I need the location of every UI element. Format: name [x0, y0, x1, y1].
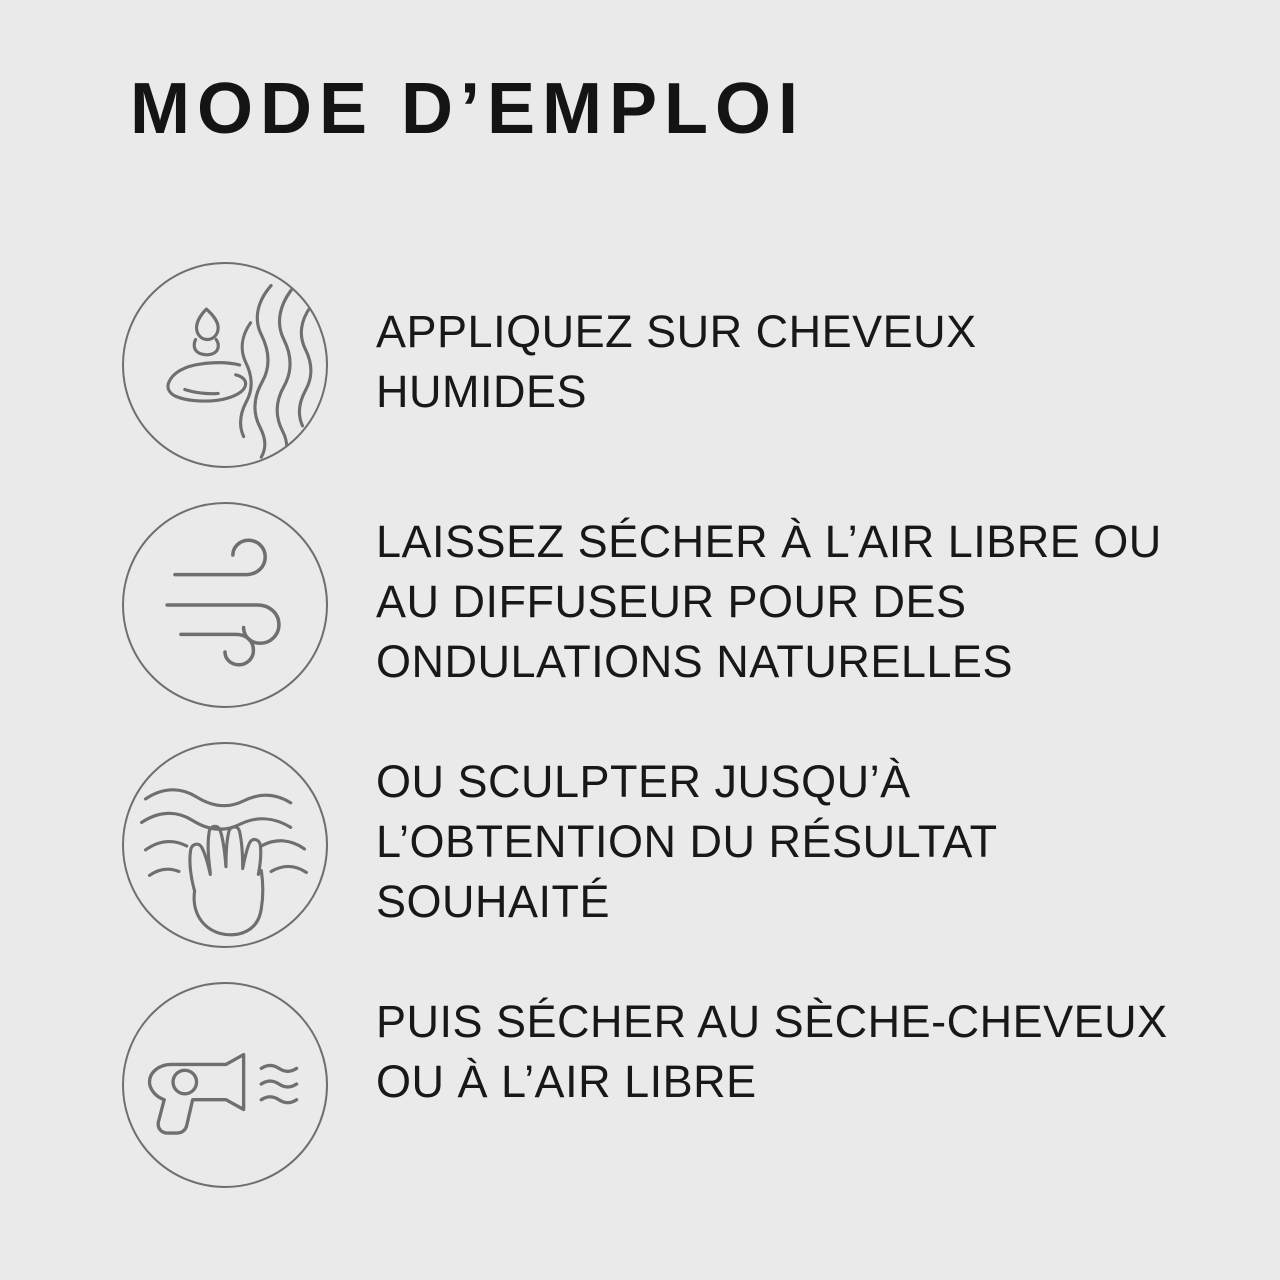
list-item: [118, 258, 1188, 472]
list-item: [118, 978, 1188, 1192]
steps-list: [118, 258, 1188, 1216]
step-icon-wrap: [118, 498, 332, 712]
step-icon-wrap: [118, 258, 332, 472]
list-item: [118, 738, 1188, 952]
step-icon-wrap: [118, 978, 332, 1192]
hand-scrunching-hair-icon: [122, 742, 328, 948]
step-icon-wrap: [118, 738, 332, 952]
list-item: [118, 498, 1188, 712]
hand-with-product-and-hair-icon: [122, 262, 328, 468]
step-text: APPLIQUEZ SUR CHEVEUX HUMIDES: [376, 306, 977, 417]
step-text: PUIS SÉCHER AU SÈCHE-CHEVEUX OU À L’AIR LIBRE: [376, 996, 1168, 1107]
hair-dryer-icon: [122, 982, 328, 1188]
page-title: MODE D’EMPLOI: [130, 69, 806, 149]
step-text: LAISSEZ SÉCHER À L’AIR LIBRE OU AU DIFFUSEUR POUR DES ONDULATIONS NATURELLES: [376, 516, 1162, 687]
step-text: OU SCULPTER JUSQU’À L’OBTENTION DU RÉSULTAT SOUHAITÉ: [376, 756, 997, 927]
air-wind-icon: [122, 502, 328, 708]
